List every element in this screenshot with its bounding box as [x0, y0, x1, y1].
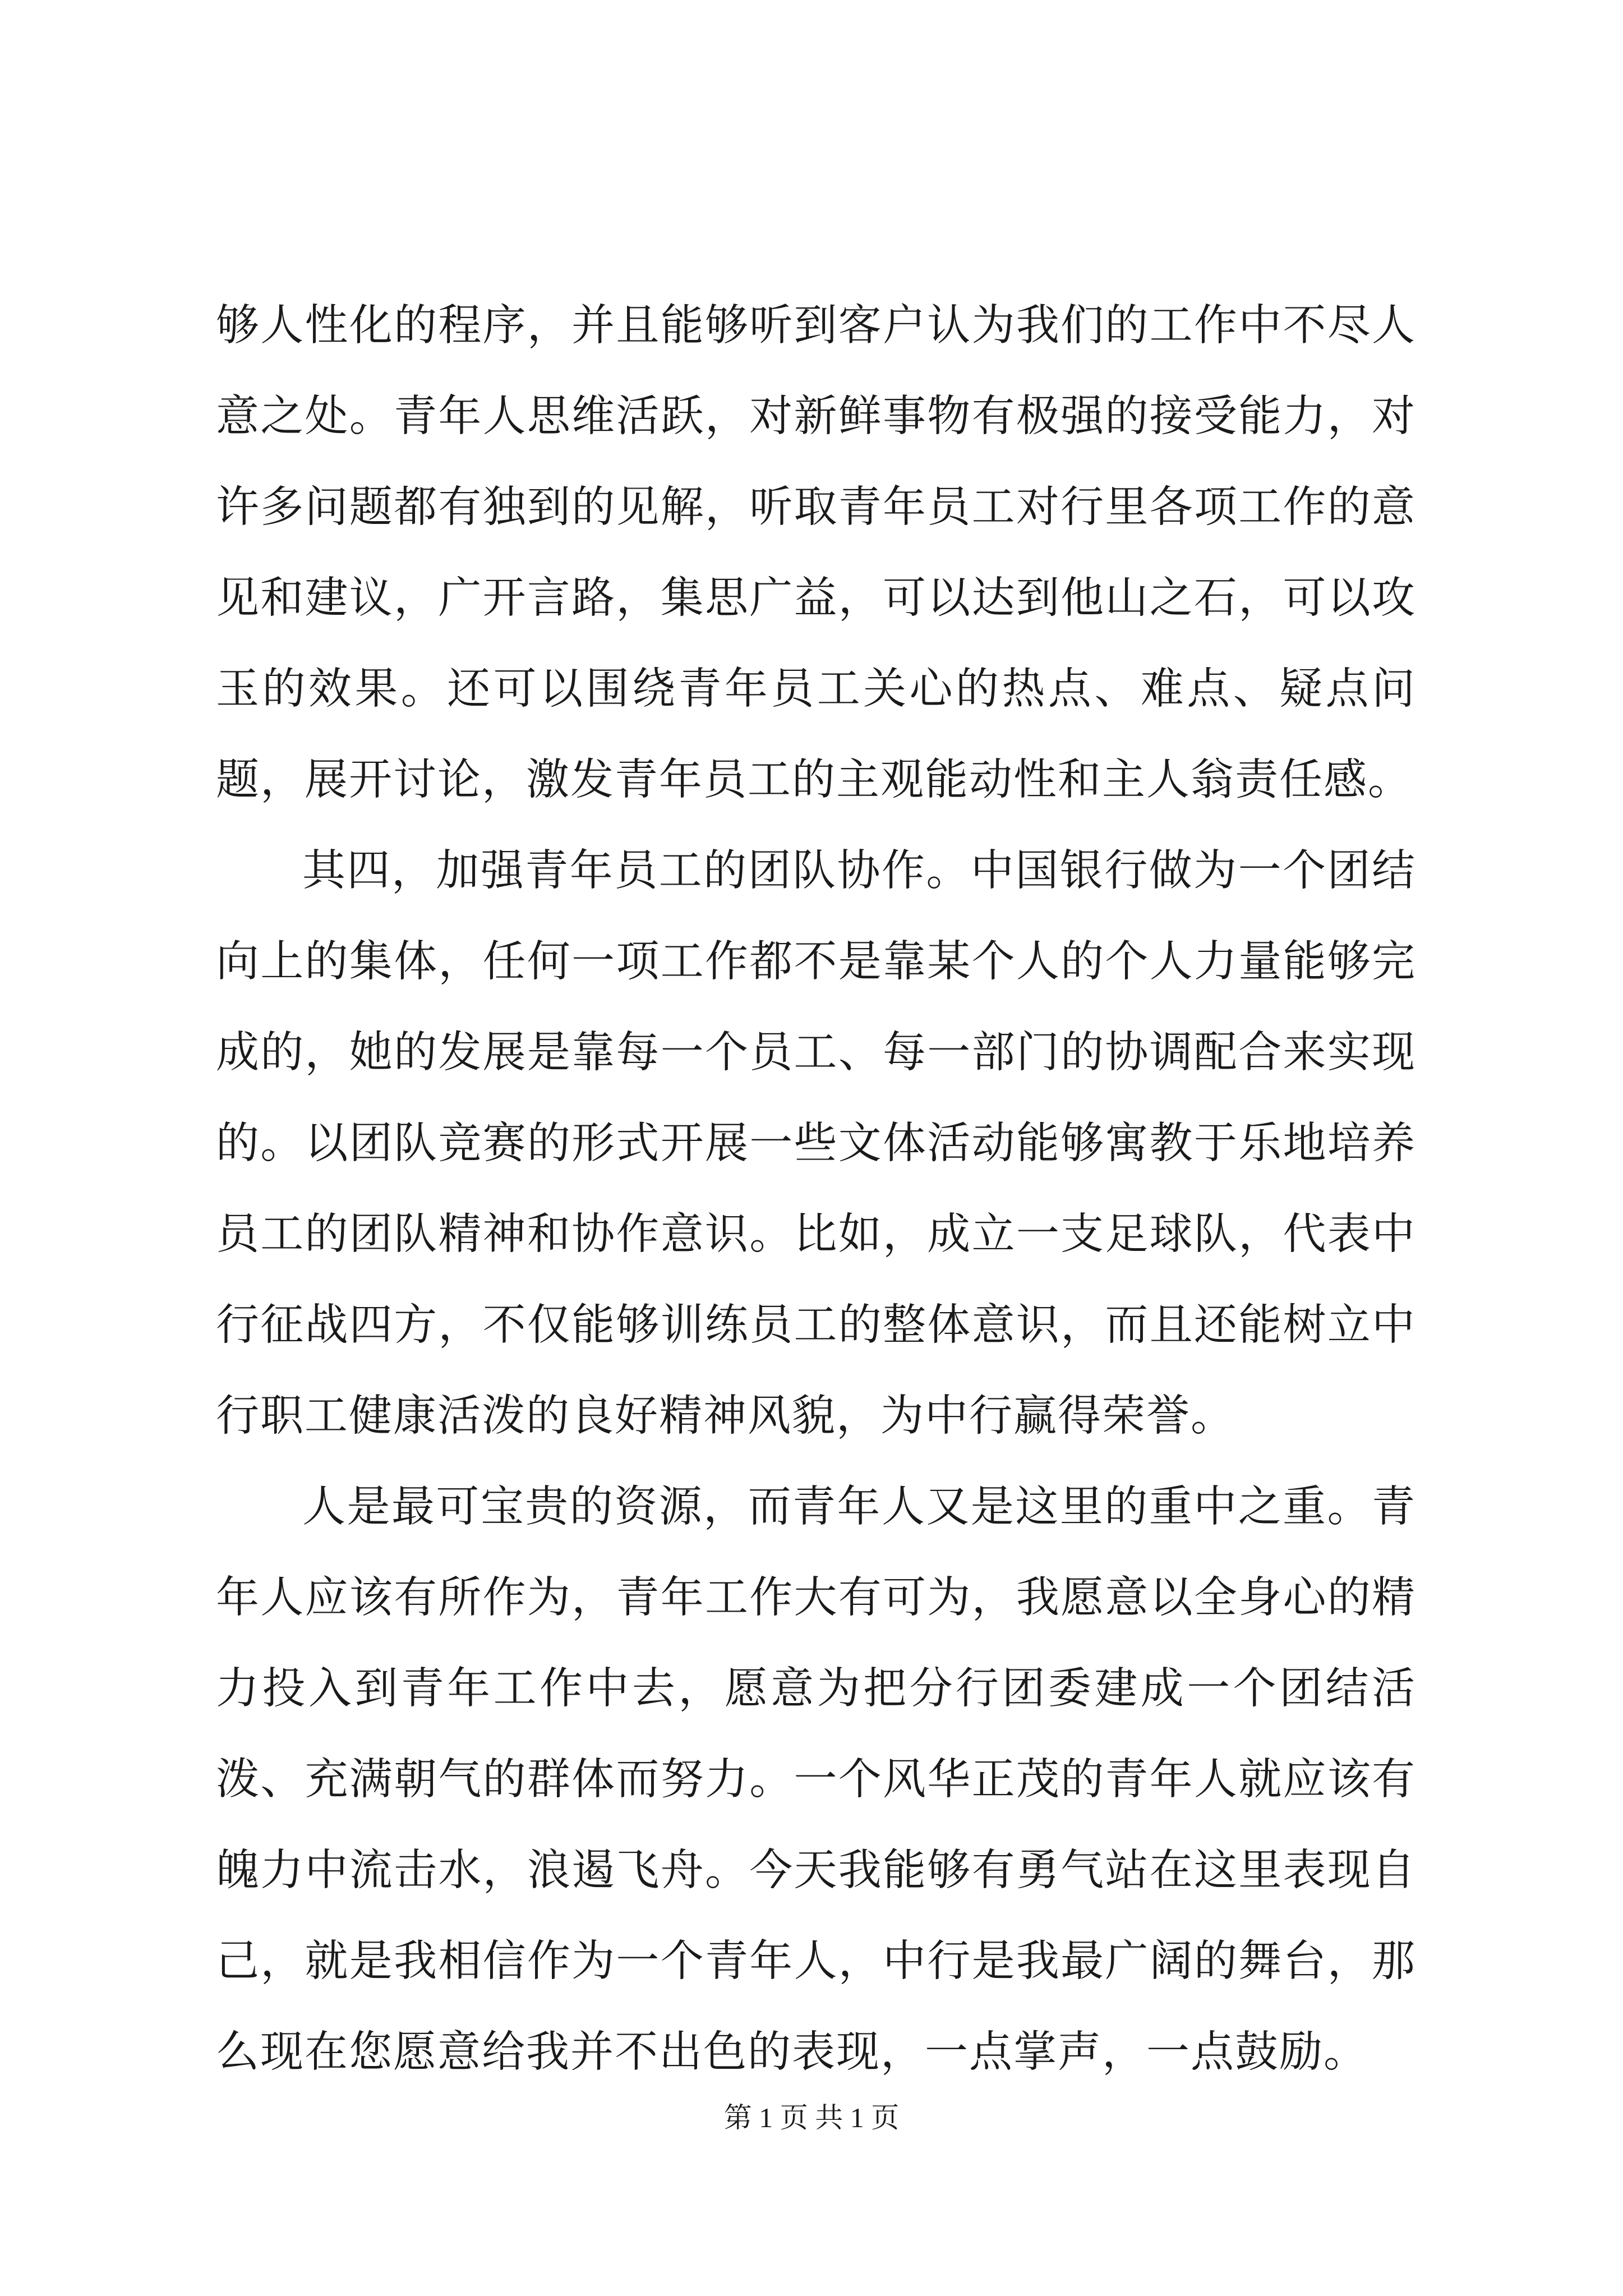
page-footer: 第 1 页 共 1 页 — [723, 2102, 900, 2133]
paragraph-2: 其四，加强青年员工的团队协作。中国银行做为一个团结向上的集体，任何一项工作都不是靠某个人的个人力量能够完成的，她的发展是靠每一个员工、每一部门的协调配合来实现的。以团队竞赛的形式开展一些文体活动能够寓教于乐地培养员工的团队精神和协作意识。比如，成立一支足球队，代表中行征战四方，不仅能够训练员工的整体意识，而且还能树立中行职工健康活泼的良好精神风貌，为中行赢得荣誉。 — [216, 846, 1416, 1441]
document-body — [216, 280, 1416, 2098]
paragraph-3: 人是最可宝贵的资源，而青年人又是这里的重中之重。青年人应该有所作为，青年工作大有可为，我愿意以全身心的精力投入到青年工作中去，愿意为把分行团委建成一个团结活泼、充满朝气的群体而努力。一个风华正茂的青年人就应该有魄力中流击水，浪遏飞舟。今天我能够有勇气站在这里表现自己，就是我相信作为一个青年人，中行是我最广阔的舞台，那么现在您愿意给我并不出色的表现，一点掌声，一点鼓励。 — [216, 1482, 1416, 2077]
paragraph-1: 够人性化的程序，并且能够听到客户认为我们的工作中不尽人意之处。青年人思维活跃，对新鲜事物有极强的接受能力，对许多问题都有独到的见解，听取青年员工对行里各项工作的意见和建议，广开言路，集思广益，可以达到他山之石，可以攻玉的效果。还可以围绕青年员工关心的热点、难点、疑点问题，展开讨论，激发青年员工的主观能动性和主人翁责任感。 — [216, 301, 1416, 805]
